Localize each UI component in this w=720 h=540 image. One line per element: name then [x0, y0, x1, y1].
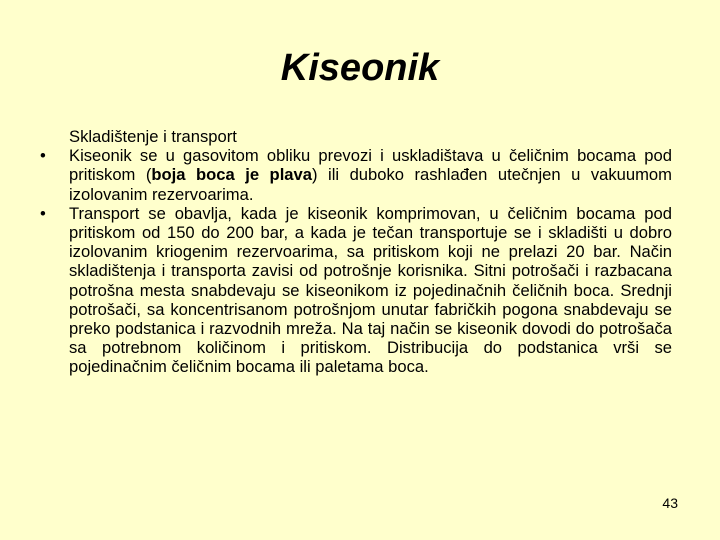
bullet-text-end: ) ili duboko rashlađen utečnjen u vakuumom izolovanim rezervoarima.: [69, 165, 672, 204]
bullet-text: Transport se obavlja, kada je kiseonik komprimovan, u čeličnim bocama pod pritiskom od 150 do 200 bar, a kada je tečan transportuje se i skladišti u dobro izolovanim kriogenim rezervoarima, sa pritiskom koji ne prelazi 20 bar. Način skladištenja i transporta zavisi od potrošnje korisnika. Sitni potrošači i razbacana potrošna mesta snabdevaju se kiseonikom iz pojedinačnih čeličnih boca. Srednji potrošači, sa koncentrisanom potrošnjom unutar fabričkih pogona snabdevaju se preko podstanica i razvodnih mreža. Na taj način se kiseonik dovodi do potrošača sa potrebnom količinom i pritiskom. Distribucija do podstanica vrši se pojedinačnim čeličnim bocama ili paletama boca.: [69, 203, 672, 377]
bullet-marker: •: [40, 203, 46, 223]
section-subheading: Skladištenje i transport: [69, 127, 237, 146]
page-number: 43: [662, 495, 678, 511]
slide-body: [38, 127, 672, 377]
slide-title: Kiseonik: [280, 47, 440, 89]
bullet-marker: •: [40, 146, 46, 166]
bullet-text-bold: boja boca je plava: [151, 165, 312, 185]
bullet-item-transport: [38, 204, 672, 377]
bullet-text-start: Kiseonik se u gasovitom obliku prevozi i uskladištava u čeličnim bocama pod pritiskom (: [69, 146, 672, 185]
bullet-item-storage: [38, 146, 672, 204]
